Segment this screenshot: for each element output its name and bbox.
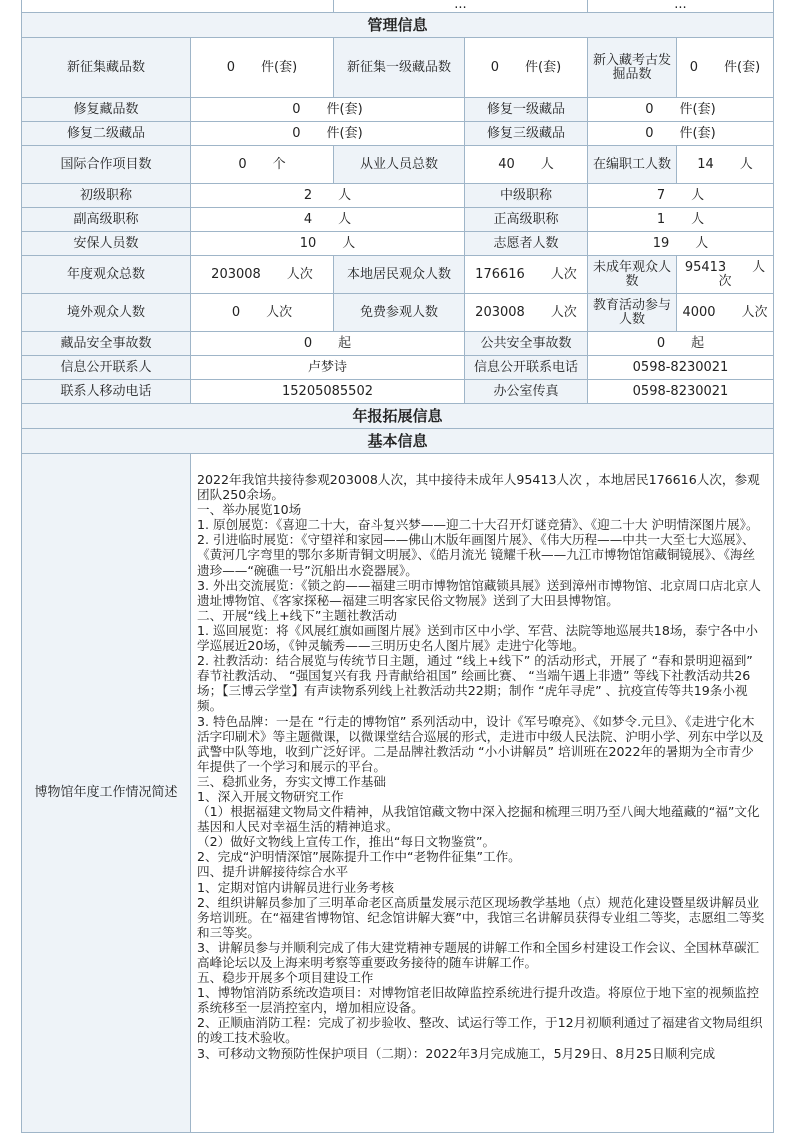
summary-paragraph: （2）做好文物线上宣传工作，推出“每日文物鉴赏”。 xyxy=(197,834,496,850)
staff-total-label: 从业人员总数 xyxy=(334,146,465,184)
table-row xyxy=(22,146,774,184)
edu-participants-value: 4000 人次 xyxy=(677,294,774,332)
summary-paragraph: 三、稳抓业务，夯实文博工作基础 xyxy=(197,773,386,789)
top-cell-right: ... xyxy=(588,0,774,13)
free-visitors-value: 203008 人次 xyxy=(465,294,588,332)
new-archaeo-value: 0 件(套) xyxy=(677,38,774,98)
free-visitors-label: 免费参观人数 xyxy=(334,294,465,332)
table-row xyxy=(22,380,774,404)
collection-accident-label: 藏品安全事故数 xyxy=(22,332,191,356)
overseas-visitors-label: 境外观众人数 xyxy=(22,294,191,332)
staff-onroll-value: 14 人 xyxy=(677,146,774,184)
mobile-phone-label: 联系人移动电话 xyxy=(22,380,191,404)
contact-phone-value: 0598-8230021 xyxy=(588,356,774,380)
new-collection-lv1-label: 新征集一级藏品数 xyxy=(334,38,465,98)
summary-paragraph: 2、组织讲解员参加了三明革命老区高质量发展示范区现场教学基地（点）规范化建设暨星级讲解员业务培训班。在“福建省博物馆、纪念馆讲解大赛”中，我馆三名讲解员获得专业组二等奖，志愿组二等奖和三等奖。 xyxy=(197,894,765,940)
table-row xyxy=(22,98,774,122)
volunteer-value: 19 人 xyxy=(588,232,774,256)
office-fax-value: 0598-8230021 xyxy=(588,380,774,404)
section-header-row xyxy=(22,404,774,429)
staff-total-value: 40 人 xyxy=(465,146,588,184)
summary-paragraph: 二、开展“线上+线下”主题社教活动 xyxy=(197,607,397,623)
mid-title-label: 中级职称 xyxy=(465,184,588,208)
restore-lv3-value: 0 件(套) xyxy=(588,122,774,146)
summary-paragraph: 3、可移动文物预防性保护项目（二期）：2022年3月完成施工，5月29日、8月25日顺利完成 xyxy=(197,1045,716,1061)
summary-row xyxy=(22,454,774,1133)
summary-paragraph: 五、稳步开展多个项目建设工作 xyxy=(197,970,374,986)
summary-paragraph: 四、提升讲解接待综合水平 xyxy=(197,864,349,880)
minor-visitors-label: 未成年观众人数 xyxy=(588,256,677,294)
collection-accident-value: 0 起 xyxy=(191,332,465,356)
restore-lv2-value: 0 件(套) xyxy=(191,122,465,146)
local-visitors-value: 176616 人次 xyxy=(465,256,588,294)
public-accident-value: 0 起 xyxy=(588,332,774,356)
security-staff-label: 安保人员数 xyxy=(22,232,191,256)
summary-paragraph: 2. 社教活动：结合展览与传统节日主题，通过 “线上+线下” 的活动形式，开展了 “春和景明迎福到” 春节社教活动、 “强国复兴有我 丹青献给祖国” 绘画比赛、 “当端午遇上非遗” 等线下社教活动共26场；【三博云学堂】有声读物系列线上社教活动共22期；制作 “虎年寻虎” 、抗疫宣传等共19条小视频。 xyxy=(197,653,753,714)
table-row xyxy=(22,232,774,256)
section-title-basic: 基本信息 xyxy=(22,429,774,454)
summary-paragraph: （1）根据福建文物局文件精神，从我馆馆藏文物中深入挖掘和梳理三明乃至八闽大地蕴藏的“福”文化基因和人民对幸福生活的精神追求。 xyxy=(197,804,760,835)
summary-paragraph: 1、深入开展文物研究工作 xyxy=(197,788,344,804)
new-collection-lv1-value: 0 件(套) xyxy=(465,38,588,98)
restore-lv2-label: 修复二级藏品 xyxy=(22,122,191,146)
public-accident-label: 公共安全事故数 xyxy=(465,332,588,356)
museum-annual-report-table xyxy=(21,0,774,1133)
section-header-row xyxy=(22,429,774,454)
summary-paragraph: 2. 引进临时展览：《守望祥和家园——佛山木版年画图片展》、《伟大历程——中共一大至七大巡展》、《黄河几字弯里的鄂尔多斯青铜文明展》、《皓月流光 镜耀千秋——九江市博物馆馆藏铜镜展》、《海丝遗珍——“碗礁一号”沉船出水瓷器展》。 xyxy=(197,532,756,578)
senior-title-value: 1 人 xyxy=(588,208,774,232)
summary-paragraph: 1. 巡回展览：将《风展红旗如画图片展》送到市区中小学、军营、法院等地巡展共18场，泰宁各中小学巡展近20场，《钟灵毓秀——三明历史名人图片展》走进宁化等地。 xyxy=(197,622,758,654)
intl-value: 0 个 xyxy=(191,146,334,184)
visitors-total-value: 203008 人次 xyxy=(191,256,334,294)
contact-person-value: 卢梦诗 xyxy=(191,356,465,380)
mobile-phone-value: 15205085502 xyxy=(191,380,465,404)
table-row xyxy=(22,0,774,13)
section-title-management: 管理信息 xyxy=(22,13,774,38)
restore-lv1-value: 0 件(套) xyxy=(588,98,774,122)
office-fax-label: 办公室传真 xyxy=(465,380,588,404)
local-visitors-label: 本地居民观众人数 xyxy=(334,256,465,294)
table-row xyxy=(22,294,774,332)
table-row xyxy=(22,38,774,98)
table-row xyxy=(22,356,774,380)
mid-title-value: 7 人 xyxy=(588,184,774,208)
summary-paragraph: 3. 外出交流展览：《锁之韵——福建三明市博物馆馆藏锁具展》送到漳州市博物馆、北京周口店北京人遗址博物馆、《客家探秘—福建三明客家民俗文物展》送到了大田县博物馆。 xyxy=(197,577,761,608)
top-cell-left xyxy=(22,0,334,13)
edu-participants-label: 教育活动参与人数 xyxy=(588,294,677,332)
staff-onroll-label: 在编职工人数 xyxy=(588,146,677,184)
table-row xyxy=(22,122,774,146)
summary-paragraph: 3. 特色品牌：一是在 “行走的博物馆” 系列活动中，设计《军号嘹亮》、《如梦令.元旦》、《走进宁化木活字印刷术》等主题微课，以微课堂结合巡展的形式，走进市中级人民法院、沪明小学、列东中学以及武警中队等地，收到广泛好评。二是品牌社教活动 “小小讲解员” 培训班在2022年的暑期为全市青少年提供了一个学习和展示的平台。 xyxy=(197,713,764,774)
table-row xyxy=(22,184,774,208)
table-row xyxy=(22,256,774,294)
contact-person-label: 信息公开联系人 xyxy=(22,356,191,380)
overseas-visitors-value: 0 人次 xyxy=(191,294,334,332)
senior-title-label: 正高级职称 xyxy=(465,208,588,232)
junior-title-value: 2 人 xyxy=(191,184,465,208)
summary-paragraph: 1、博物馆消防系统改造项目：对博物馆老旧故障监控系统进行提升改造。将原位于地下室的视频监控系统移至一层消控室内，增加相应设备。 xyxy=(197,985,760,1016)
summary-paragraph: 3、讲解员参与并顺利完成了伟大建党精神专题展的讲解工作和全国乡村建设工作会议、全国林草碳汇高峰论坛以及上海来明考察等重要政务接待的随车讲解工作。 xyxy=(197,939,760,970)
summary-paragraph: 2、正顺庙消防工程：完成了初步验收、整改、试运行等工作，于12月初顺利通过了福建省文物局组织的竣工技术验收。 xyxy=(197,1015,763,1046)
visitors-total-label: 年度观众总数 xyxy=(22,256,191,294)
table-row xyxy=(22,332,774,356)
new-collection-value: 0 件(套) xyxy=(191,38,334,98)
security-staff-value: 10 人 xyxy=(191,232,465,256)
table-row xyxy=(22,208,774,232)
restore-label: 修复藏品数 xyxy=(22,98,191,122)
section-header-row xyxy=(22,13,774,38)
restore-lv3-label: 修复三级藏品 xyxy=(465,122,588,146)
summary-label: 博物馆年度工作情况简述 xyxy=(22,454,191,1133)
summary-text xyxy=(191,454,774,1133)
intl-label: 国际合作项目数 xyxy=(22,146,191,184)
summary-paragraph: 2022年我馆共接待参观203008人次，其中接待未成年人95413人次 ，本地居民176616人次，参观团队250余场。 xyxy=(197,472,760,503)
section-title-extend: 年报拓展信息 xyxy=(22,404,774,429)
contact-phone-label: 信息公开联系电话 xyxy=(465,356,588,380)
summary-paragraph: 一、举办展览10场 xyxy=(197,502,302,518)
junior-title-label: 初级职称 xyxy=(22,184,191,208)
assoc-title-label: 副高级职称 xyxy=(22,208,191,232)
summary-paragraph: 2、完成“沪明情深馆”展陈提升工作中“老物件征集”工作。 xyxy=(197,849,521,865)
restore-lv1-label: 修复一级藏品 xyxy=(465,98,588,122)
assoc-title-value: 4 人 xyxy=(191,208,465,232)
restore-value: 0 件(套) xyxy=(191,98,465,122)
new-collection-label: 新征集藏品数 xyxy=(22,38,191,98)
new-archaeo-label: 新入藏考古发掘品数 xyxy=(588,38,677,98)
volunteer-label: 志愿者人数 xyxy=(465,232,588,256)
summary-paragraph: 1、定期对馆内讲解员进行业务考核 xyxy=(197,879,394,895)
summary-paragraph: 1. 原创展览：《喜迎二十大，奋斗复兴梦——迎二十大召开灯谜竞猜》、《迎二十大 沪明情深图片展》。 xyxy=(197,517,759,533)
minor-visitors-value: 95413 人次 xyxy=(677,256,774,294)
top-cell-mid: ... xyxy=(334,0,588,13)
